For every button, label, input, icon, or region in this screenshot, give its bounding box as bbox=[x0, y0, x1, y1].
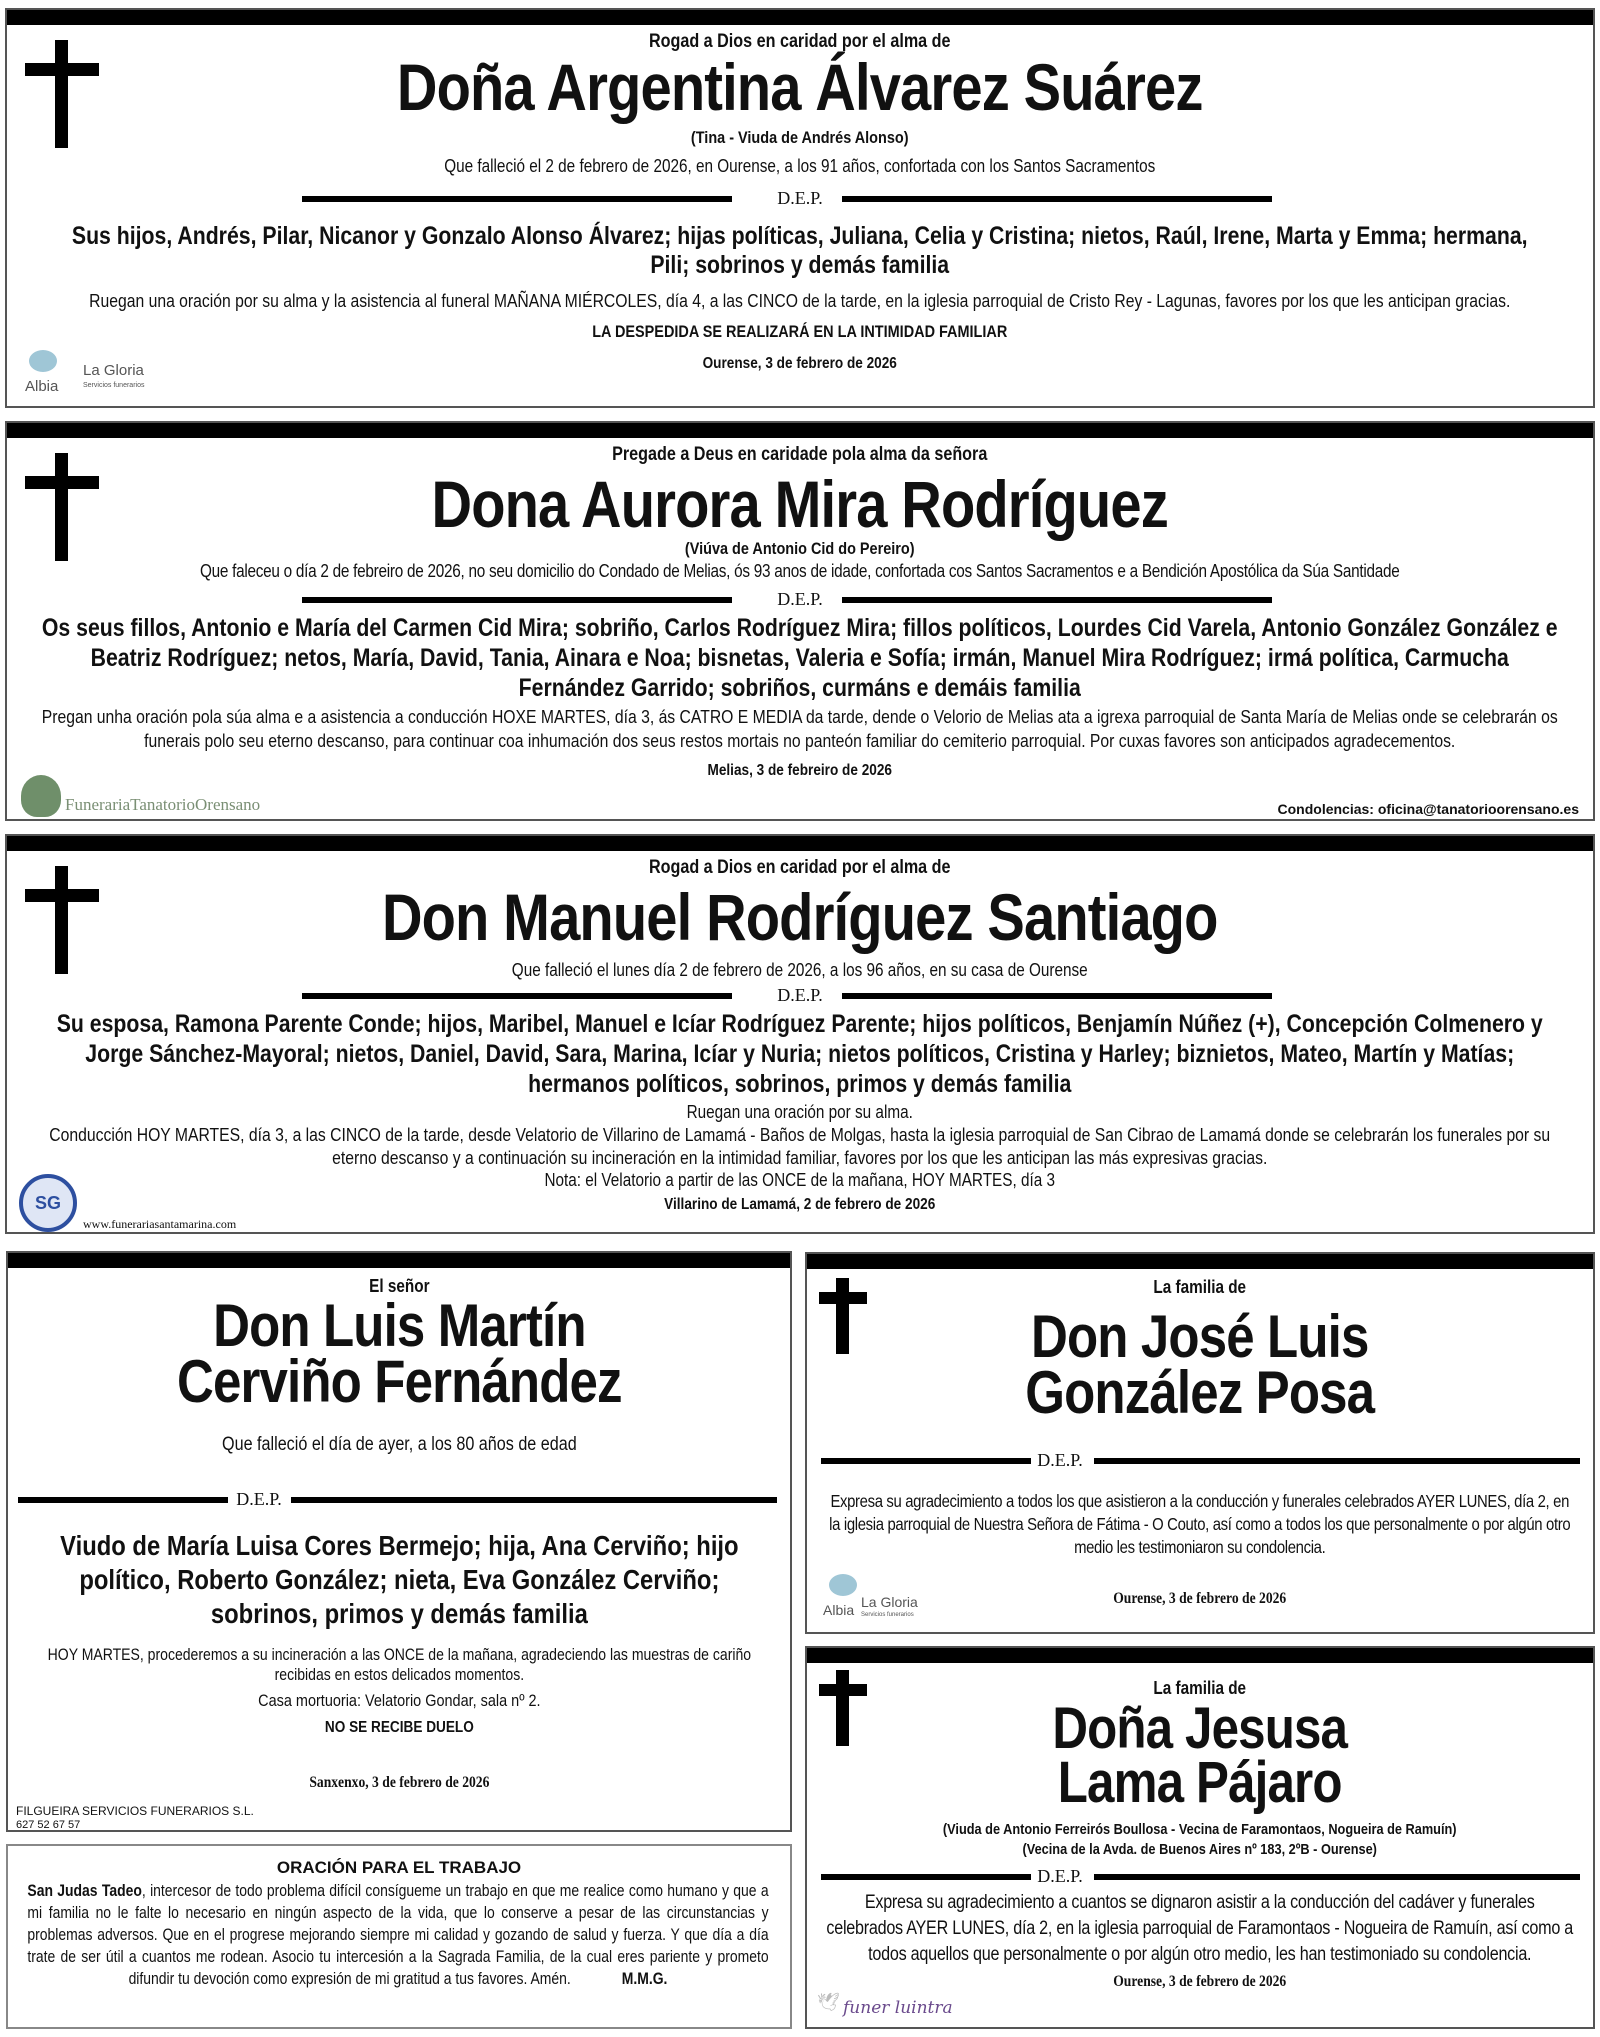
notice-date: Villarino de Lamamá, 2 de febrero de 2026 bbox=[664, 1196, 936, 1214]
service-details: Conducción HOY MARTES, día 3, a las CINCO de la tarde, desde Velatorio de Villarino de Lamamá - Baños de Molgas, hasta la iglesia parroquial de San Cibrao de Lamamá donde se celebrarán los funerales por su eterno descanso y a continuación su incineración en la intimidad familiar, favores por los que les anticipan las más expresivas gracias. bbox=[49, 1124, 1551, 1169]
dep-divider bbox=[8, 1489, 790, 1509]
dep-divider bbox=[7, 589, 1593, 609]
subtitle: (Viúva de Antonio Cid do Pereiro) bbox=[685, 538, 915, 558]
death-details: Que falleció el día de ayer, a los 80 años de edad bbox=[221, 1433, 577, 1455]
prayer-lead: San Judas Tadeo bbox=[27, 1882, 142, 1900]
logo-name: funer luintra bbox=[843, 1998, 953, 2018]
intro: La familia de bbox=[1153, 1277, 1247, 1297]
farewell-note: LA DESPEDIDA SE REALIZARÁ EN LA INTIMIDAD FAMILIAR bbox=[592, 321, 1008, 341]
dep-label: D.E.P. bbox=[1037, 1865, 1083, 1886]
subtitle: (Tina - Viuda de Andrés Alonso) bbox=[691, 127, 909, 147]
website-link[interactable]: www.funerariasantamarina.com bbox=[83, 1217, 237, 1231]
wake-note: Nota: el Velatorio a partir de las ONCE de la mañana, HOY MARTES, día 3 bbox=[544, 1170, 1056, 1191]
dep-divider bbox=[807, 1450, 1593, 1470]
logo-sub: Servicios funerarios bbox=[83, 382, 145, 389]
funeral-company: FILGUEIRA SERVICIOS FUNERARIOS S.L. bbox=[16, 1804, 254, 1818]
notice-date: Sanxenxo, 3 de febrero de 2026 bbox=[308, 1773, 490, 1791]
logo-initials: SG bbox=[34, 1193, 61, 1213]
company-phone: 627 52 67 57 bbox=[16, 1819, 81, 1831]
gratitude-text: Expresa su agradecimiento a todos los que asistieron a la conducción y funerales celebrados AYER LUNES, día 2, en la iglesia parroquial de Nuestra Señora de Fátima - O Couto, así como a todos los que personalmente o por algún otro medio les testimoniaron su condolencia. bbox=[829, 1490, 1571, 1557]
obituary-jesusa-lama bbox=[805, 1646, 1595, 2029]
notice-date: Ourense, 3 de febrero de 2026 bbox=[1113, 1589, 1287, 1607]
logo-brand: Albia bbox=[25, 378, 59, 395]
deceased-name-line2: Cerviño Fernández bbox=[176, 1347, 622, 1415]
logo-name: La Gloria bbox=[83, 362, 144, 379]
gratitude-text: Expresa su agradecimiento a cuantos se dignaron asistir a la conducción del cadáver y funerales celebrados AYER LUNES, día 2, en la iglesia parroquial de Faramontaos - Nogueira de Ramuín, así como a todos aquellos que personalmente o por algún otro medio, les han testimoniado su condolencia. bbox=[826, 1891, 1574, 1965]
dep-label: D.E.P. bbox=[1037, 1449, 1083, 1470]
dep-label: D.E.P. bbox=[236, 1489, 282, 1510]
condolences-email[interactable]: Condolencias: oficina@tanatorioorensano.es bbox=[1277, 801, 1579, 817]
deceased-name: Don Manuel Rodríguez Santiago bbox=[382, 879, 1218, 954]
death-details: Que falleció el lunes día 2 de febrero de 2026, a los 96 años, en su casa de Ourense bbox=[512, 959, 1088, 980]
notice-date: Ourense, 3 de febrero de 2026 bbox=[1113, 1972, 1287, 1990]
no-condolences-note: NO SE RECIBE DUELO bbox=[324, 1718, 474, 1736]
dep-label: D.E.P. bbox=[777, 985, 823, 1006]
dove-icon: 🕊 bbox=[817, 1992, 840, 2012]
logo-name: La Gloria bbox=[861, 1594, 918, 1610]
logo-brand: Albia bbox=[823, 1602, 855, 1618]
intro: Pregade a Deus en caridade pola alma da señora bbox=[612, 444, 988, 465]
black-header-bar bbox=[7, 836, 1593, 851]
death-details: Que falleció el 2 de febrero de 2026, en Ourense, a los 91 años, confortada con los Santos Sacramentos bbox=[444, 156, 1156, 177]
dep-label: D.E.P. bbox=[777, 588, 823, 609]
service-details: Pregan unha oración pola súa alma e a asistencia a conducción HOXE MARTES, día 3, ás CATRO E MEDIA da tarde, dende o Velorio de Melias ata a igrexa parroquial de Santa María de Melias onde se celebrarán os funerais polo seu eterno descanso, para continuar coa inhumación dos seus restos mortais no panteón familiar do cemiterio parroquial. Por cuxas favores son anticipados agradecementos. bbox=[41, 705, 1558, 751]
service-details: Ruegan una oración por su alma y la asistencia al funeral MAÑANA MIÉRCOLES, día 4, a las CINCO de la tarde, en la iglesia parroquial de Cristo Rey - Lagunas, favores por los que les anticipan gracias. bbox=[89, 289, 1511, 311]
deceased-name: Dona Aurora Mira Rodríguez bbox=[431, 466, 1169, 541]
prayer-notice bbox=[6, 1844, 792, 2029]
dep-divider bbox=[7, 188, 1593, 208]
subtitle-2: (Vecina de la Avda. de Buenos Aires nº 183, 2ºB - Ourense) bbox=[1022, 1840, 1378, 1858]
deceased-name: Doña Argentina Álvarez Suárez bbox=[397, 49, 1203, 124]
obituary-luis-martin bbox=[6, 1251, 792, 1832]
obituary-manuel-rodriguez bbox=[5, 834, 1595, 1234]
intro: La familia de bbox=[1153, 1678, 1247, 1698]
logo-name: FunerariaTanatorioOrensano bbox=[65, 795, 261, 814]
family-list: Viudo de María Luisa Cores Bermejo; hija, Ana Cerviño; hijo político, Roberto González; nieta, Eva González Cerviño; sobrinos, primos y demás familia bbox=[59, 1530, 739, 1630]
black-header-bar bbox=[8, 1253, 790, 1268]
family-list: Os seus fillos, Antonio e María del Carmen Cid Mira; sobriño, Carlos Rodríguez Mira; fillos políticos, Lourdes Cid Varela, Antonio González González e Beatriz Rodríguez; netos, María, David, Tania, Ainara e Noa; bisnetas, Valeria e Sofía; irmán, Manuel Mira Rodríguez; irmá política, Carmucha Fernández Garrido; sobriños, curmáns e demáis familia bbox=[42, 613, 1558, 702]
deceased-name-line1: Don José Luis bbox=[1031, 1302, 1369, 1370]
obituary-argentina-alvarez bbox=[5, 8, 1595, 408]
family-list: Su esposa, Ramona Parente Conde; hijos, Maribel, Manuel e Icíar Rodríguez Parente; hijos políticos, Benjamín Núñez (+), Concepción Colmenero y Jorge Sánchez-Mayoral; nietos, Daniel, David, Sara, Marina, Icíar y Nuria; nietos políticos, Cristina y Harley; biznietos, Mateo, Martín y Matías; hermanos políticos, sobrinos, primos y demás familia bbox=[56, 1010, 1544, 1099]
logo-sub: Servicios funerarios bbox=[861, 1612, 914, 1618]
deceased-name-line1: Doña Jesusa bbox=[1052, 1695, 1348, 1761]
intro: Rogad a Dios en caridad por el alma de bbox=[649, 31, 951, 52]
prayer-body: , intercesor de todo problema difícil consígueme un trabajo en que me realice como humano y que a mi familia no le falte lo necesario en ningún aspecto de la vida, que lo conserve a pesar de las circunstancias y problemas adversos. Que en el progrese mejorando siempre mi calidad y gozando de salud y fuerza. Y que día a día trate de ser útil a cuantos me rodean. Asocio tu intercesión a la Sagrada Familia, de la cual eres pariente y prometo difundir tu devoción como expresión de mi gratitud a tus favores. Amén. bbox=[27, 1882, 769, 1988]
tanatorio-orensano-logo bbox=[17, 775, 307, 819]
black-header-bar bbox=[807, 1648, 1593, 1663]
prayer-text bbox=[16, 1880, 781, 1990]
intro: Rogad a Dios en caridad por el alma de bbox=[649, 857, 951, 878]
funer-luintra-logo bbox=[817, 1986, 957, 2026]
obituary-aurora-mira bbox=[5, 421, 1595, 821]
family-list: Sus hijos, Andrés, Pilar, Nicanor y Gonzalo Alonso Álvarez; hijas políticas, Juliana, Celia y Cristina; nietos, Raúl, Irene, Marta y Emma; hermana, Pili; sobrinos y demás familia bbox=[72, 221, 1528, 279]
obituary-jose-luis-gonzalez bbox=[805, 1252, 1595, 1634]
black-header-bar bbox=[807, 1254, 1593, 1269]
deceased-name-line1: Don Luis Martín bbox=[212, 1291, 586, 1359]
dep-divider bbox=[7, 985, 1593, 1005]
intro: El señor bbox=[368, 1276, 430, 1296]
black-header-bar bbox=[7, 423, 1593, 438]
notice-date: Ourense, 3 de febrero de 2026 bbox=[702, 355, 898, 373]
dep-divider bbox=[807, 1866, 1593, 1886]
notice-date: Melias, 3 de febreiro de 2026 bbox=[707, 761, 893, 779]
deceased-name-line2: González Posa bbox=[1025, 1358, 1375, 1426]
death-details: Que faleceu o día 2 de febreiro de 2026, no seu domicilio do Condado de Melias, ós 93 anos de idade, confortada cos Santos Sacramentos e a Bendición Apostólica da Súa Santidade bbox=[200, 561, 1400, 582]
prayer-title: ORACIÓN PARA EL TRABAJO bbox=[276, 1858, 522, 1877]
subtitle-1: (Viuda de Antonio Ferreirós Boullosa - Vecina de Faramontaos, Nogueira de Ramuín) bbox=[943, 1820, 1457, 1838]
service-details: HOY MARTES, procederemos a su incineración a las ONCE de la mañana, agradeciendo las muestras de cariño recibidas en estos delicados momentos. bbox=[47, 1646, 751, 1685]
deceased-name-line2: Lama Pájaro bbox=[1058, 1749, 1342, 1815]
black-header-bar bbox=[7, 10, 1593, 25]
dep-label: D.E.P. bbox=[777, 187, 823, 208]
mortuary-place: Casa mortuoria: Velatorio Gondar, sala nº 2. bbox=[257, 1691, 541, 1711]
prayer-signature: M.M.G. bbox=[621, 1970, 668, 1988]
prayer-request: Ruegan una oración por su alma. bbox=[686, 1102, 914, 1123]
